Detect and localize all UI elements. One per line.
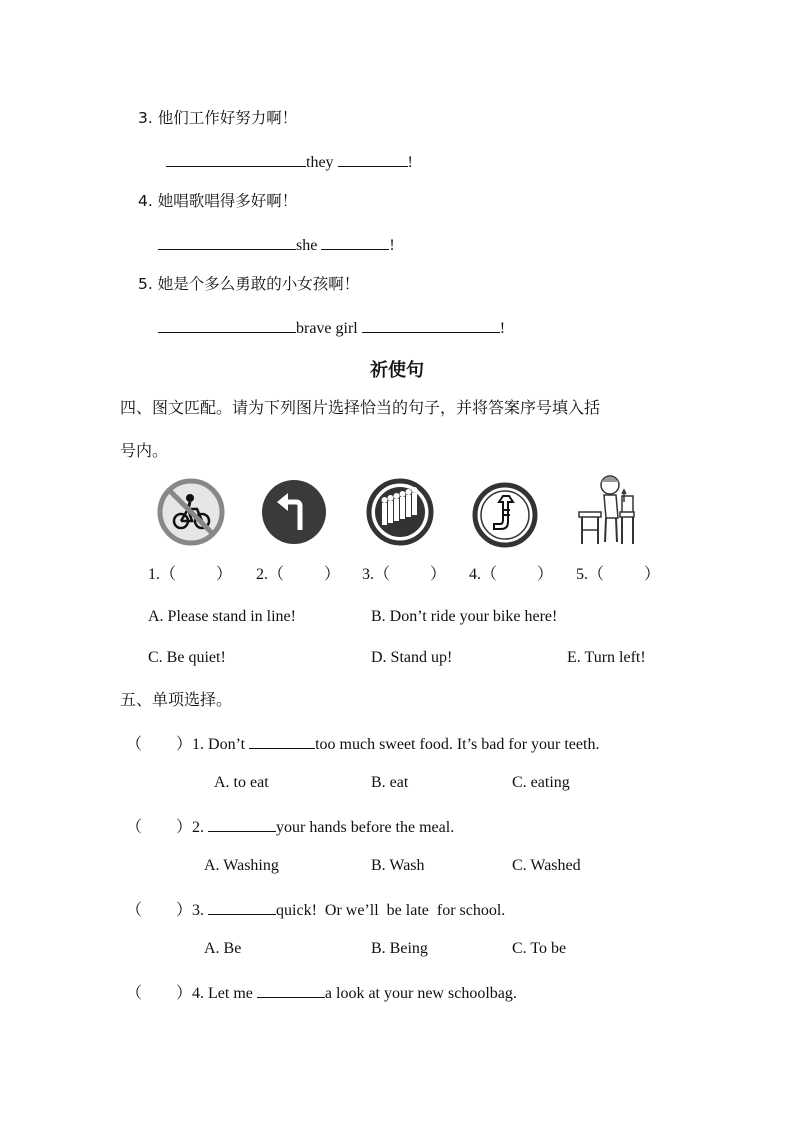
quiet-icon — [472, 482, 538, 548]
q3-option-c: C. To be — [512, 940, 567, 957]
q1-option-b: B. eat — [371, 774, 409, 791]
section-4-title-line1: 四、图文匹配。请为下列图片选择恰当的句子，并将答案序号填入括 — [120, 398, 601, 417]
icon-slot-5[interactable]: 5.（ ） — [576, 566, 661, 583]
no-bicycle-icon — [157, 478, 225, 546]
q3-option-b: B. Being — [371, 940, 428, 957]
option-c: C. Be quiet! — [148, 649, 226, 666]
blank[interactable] — [338, 150, 408, 167]
section-5-title: 五、单项选择。 — [120, 690, 233, 709]
blank[interactable] — [208, 815, 276, 832]
option-d: D. Stand up! — [371, 649, 453, 666]
question-3: （ ）3. quick! Or we’ll be late for school. — [126, 898, 505, 921]
blank[interactable] — [257, 981, 325, 998]
blank[interactable] — [208, 898, 276, 915]
blank[interactable] — [158, 233, 296, 250]
turn-left-icon — [260, 478, 328, 546]
stand-up-icon — [576, 472, 638, 548]
icon-slot-2[interactable]: 2.（ ） — [256, 566, 341, 583]
icon-slot-3[interactable]: 3.（ ） — [362, 566, 447, 583]
blank[interactable] — [158, 316, 296, 333]
q1-option-a: A. to eat — [214, 774, 269, 791]
q2-option-a: A. Washing — [204, 857, 279, 874]
question-2: （ ）2. your hands before the meal. — [126, 815, 454, 838]
q3-option-a: A. Be — [204, 940, 242, 957]
section-4-title-line2: 号内。 — [120, 441, 169, 460]
option-e: E. Turn left! — [567, 649, 646, 666]
question-1: （ ）1. Don’t too much sweet food. It’s bad for your teeth. — [126, 732, 599, 755]
item-4-answer-line: she ! — [158, 233, 395, 256]
item-3-prompt: 3. 他们工作好努力啊！ — [138, 109, 298, 127]
question-4: （ ）4. Let me a look at your new schoolbag. — [126, 981, 517, 1004]
section-heading: 祈使句 — [370, 360, 424, 381]
q2-option-c: C. Washed — [512, 857, 581, 874]
option-b: B. Don’t ride your bike here! — [371, 608, 558, 625]
icon-slot-4[interactable]: 4.（ ） — [469, 566, 554, 583]
queue-icon — [366, 478, 434, 546]
icon-slot-1[interactable]: 1.（ ） — [148, 566, 233, 583]
option-a: A. Please stand in line! — [148, 608, 296, 625]
blank[interactable] — [249, 732, 315, 749]
item-4-prompt: 4. 她唱歌唱得多好啊！ — [138, 192, 298, 210]
item-3-answer-line: they ! — [166, 150, 413, 173]
item-5-answer-line: brave girl ! — [158, 316, 505, 339]
blank[interactable] — [166, 150, 236, 167]
item-5-prompt: 5. 她是个多么勇敢的小女孩啊！ — [138, 275, 360, 293]
q2-option-b: B. Wash — [371, 857, 425, 874]
blank[interactable] — [236, 150, 306, 167]
q1-option-c: C. eating — [512, 774, 570, 791]
blank[interactable] — [321, 233, 389, 250]
blank[interactable] — [362, 316, 500, 333]
